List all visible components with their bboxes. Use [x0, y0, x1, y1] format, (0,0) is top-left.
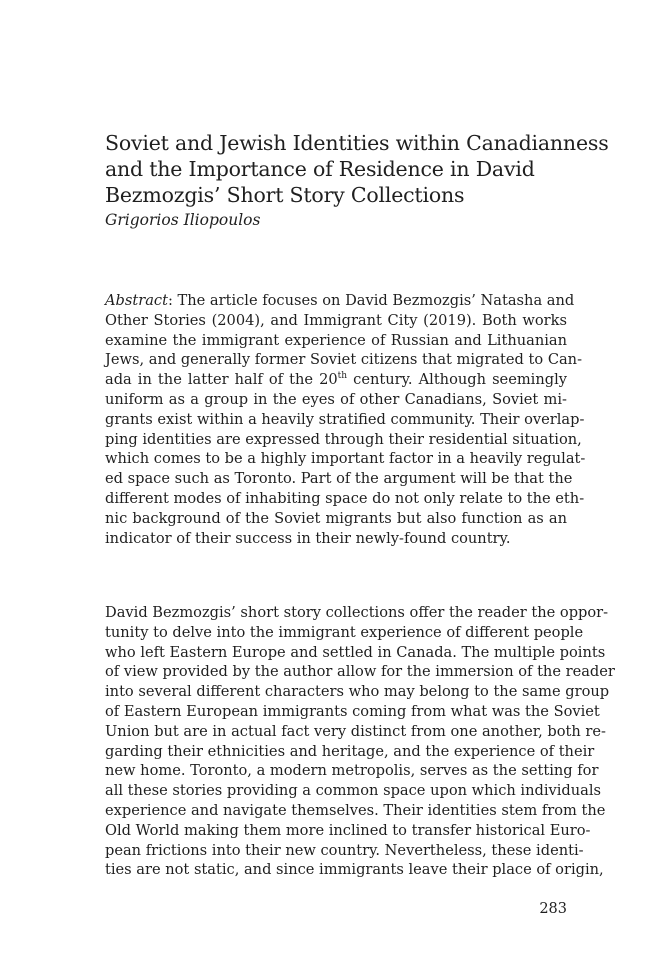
abstract-line-1: [105, 291, 575, 311]
body-line: garding their ethnicities and heritage, and the experience of their: [105, 742, 595, 760]
body-line: Union but are in actual fact very distinct from one another, both re-: [105, 722, 606, 740]
article-title-line-1: Soviet and Jewish Identities within Canadianness: [105, 131, 609, 155]
article-title-line-2: and the Importance of Residence in David: [105, 157, 535, 181]
body-line: tunity to delve into the immigrant experience of different people: [105, 623, 584, 641]
abstract-label: Abstract: [105, 292, 168, 309]
body-paragraph: [105, 603, 615, 880]
abstract-line-5: [105, 370, 567, 390]
abstract-century-after: century. Although seemingly: [347, 371, 567, 389]
article-author: Grigorios Iliopoulos: [105, 211, 261, 229]
abstract-line-11: different modes of inhabiting space do not only relate to the eth-: [105, 489, 585, 507]
abstract: [105, 291, 586, 548]
abstract-line-1-text: : The article focuses on David Bezmozgis’ Natasha and: [167, 292, 575, 309]
abstract-century-before: ada in the latter half of the 20: [105, 371, 338, 389]
body-line: ties are not static, and since immigrants leave their place of origin,: [105, 861, 604, 879]
body-line: pean frictions into their new country. Nevertheless, these identi-: [105, 841, 584, 859]
abstract-line-3: examine the immigrant experience of Russian and Lithuanian: [105, 331, 567, 349]
abstract-line-4: Jews, and generally former Soviet citizens that migrated to Can-: [105, 351, 583, 369]
abstract-line-2: Other Stories (2004), and Immigrant City (2019). Both works: [105, 311, 567, 329]
body-line: into several different characters who may belong to the same group: [105, 683, 610, 701]
body-line: who left Eastern Europe and settled in Canada. The multiple points: [105, 643, 606, 661]
abstract-line-9: which comes to be a highly important factor in a heavily regulat-: [105, 450, 586, 468]
abstract-line-10: ed space such as Toronto. Part of the argument will be that the: [105, 470, 573, 488]
abstract-line-8: ping identities are expressed through their residential situation,: [105, 430, 582, 448]
body-line: of view provided by the author allow for the immersion of the reader: [105, 663, 615, 681]
body-line: David Bezmozgis’ short story collections offer the reader the oppor-: [105, 604, 609, 621]
body-line: Old World making them more inclined to transfer historical Euro-: [105, 821, 591, 839]
article-header: [105, 130, 609, 231]
body-line: all these stories providing a common space upon which individuals: [105, 782, 601, 800]
page-number: 283: [539, 901, 567, 917]
body-line: of Eastern European immigrants coming from what was the Soviet: [105, 702, 600, 720]
article-title-line-3: Bezmozgis’ Short Story Collections: [105, 183, 465, 207]
abstract-line-13: indicator of their success in their newly-found country.: [105, 529, 511, 547]
abstract-line-12: nic background of the Soviet migrants but also function as an: [105, 509, 567, 527]
body-line: experience and navigate themselves. Their identities stem from the: [105, 801, 606, 819]
abstract-line-7: grants exist within a heavily stratified community. Their overlap-: [105, 410, 585, 428]
abstract-century-superscript: th: [337, 371, 348, 382]
body-line: new home. Toronto, a modern metropolis, serves as the setting for: [105, 762, 599, 780]
abstract-line-6: uniform as a group in the eyes of other Canadians, Soviet mi-: [105, 390, 567, 408]
